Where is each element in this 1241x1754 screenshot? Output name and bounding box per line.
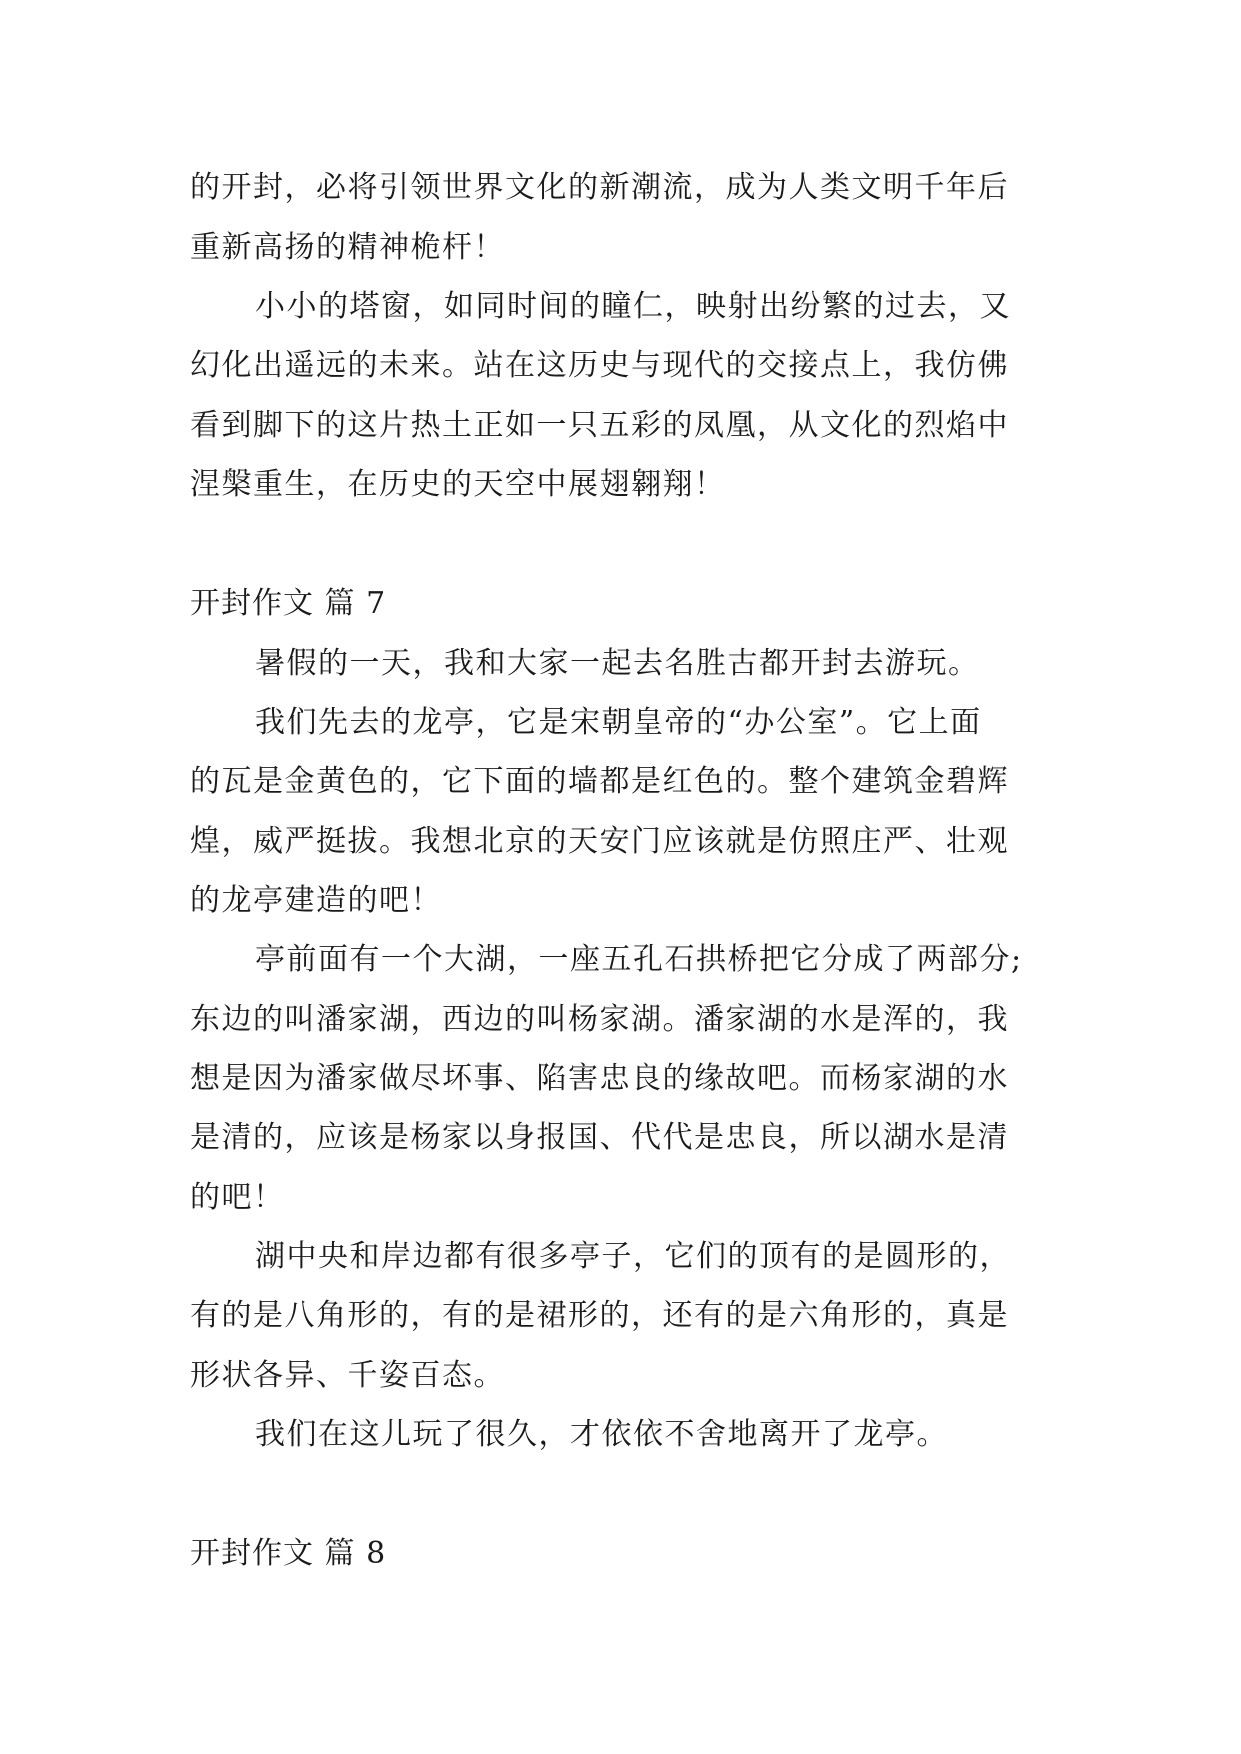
paragraph-line: 有的是八角形的，有的是裙形的，还有的是六角形的，真是 bbox=[190, 1298, 1009, 1333]
section-heading: 开封作文 篇 8 bbox=[190, 1536, 387, 1571]
paragraph-line: 煌，威严挺拔。我想北京的天安门应该就是仿照庄严、壮观 bbox=[190, 824, 1009, 859]
paragraph-line: 是清的，应该是杨家以身报国、代代是忠良，所以湖水是清 bbox=[190, 1120, 1009, 1155]
paragraph-line: 幻化出遥远的未来。站在这历史与现代的交接点上，我仿佛 bbox=[190, 348, 1009, 383]
paragraph-line: 重新高扬的精神桅杆！ bbox=[190, 230, 505, 265]
section-heading: 开封作文 篇 7 bbox=[190, 586, 387, 621]
paragraph-line: 看到脚下的这片热土正如一只五彩的凤凰，从文化的烈焰中 bbox=[190, 408, 1009, 443]
paragraph-line: 的瓦是金黄色的，它下面的墙都是红色的。整个建筑金碧辉 bbox=[190, 764, 1009, 799]
paragraph-line: 小小的塔窗，如同时间的瞳仁，映射出纷繁的过去，又 bbox=[255, 289, 1011, 324]
paragraph-line: 想是因为潘家做尽坏事、陷害忠良的缘故吧。而杨家湖的水 bbox=[190, 1061, 1009, 1096]
paragraph-line: 我们在这儿玩了很久，才依依不舍地离开了龙亭。 bbox=[255, 1417, 948, 1452]
paragraph-line: 湖中央和岸边都有很多亭子，它们的顶有的是圆形的， bbox=[255, 1239, 1011, 1274]
paragraph-line: 亭前面有一个大湖，一座五孔石拱桥把它分成了两部分; bbox=[255, 942, 1023, 977]
paragraph-line: 的龙亭建造的吧！ bbox=[190, 883, 442, 918]
paragraph-line: 涅槃重生，在历史的天空中展翅翱翔！ bbox=[190, 467, 726, 502]
paragraph-line: 的吧！ bbox=[190, 1180, 285, 1215]
paragraph-line: 东边的叫潘家湖，西边的叫杨家湖。潘家湖的水是浑的，我 bbox=[190, 1002, 1009, 1037]
paragraph-line: 我们先去的龙亭，它是宋朝皇帝的“办公室”。它上面 bbox=[255, 705, 982, 740]
paragraph-line: 暑假的一天，我和大家一起去名胜古都开封去游玩。 bbox=[255, 646, 980, 681]
paragraph-line: 形状各异、千姿百态。 bbox=[190, 1358, 505, 1393]
paragraph-line: 的开封，必将引领世界文化的新潮流，成为人类文明千年后 bbox=[190, 170, 1009, 205]
